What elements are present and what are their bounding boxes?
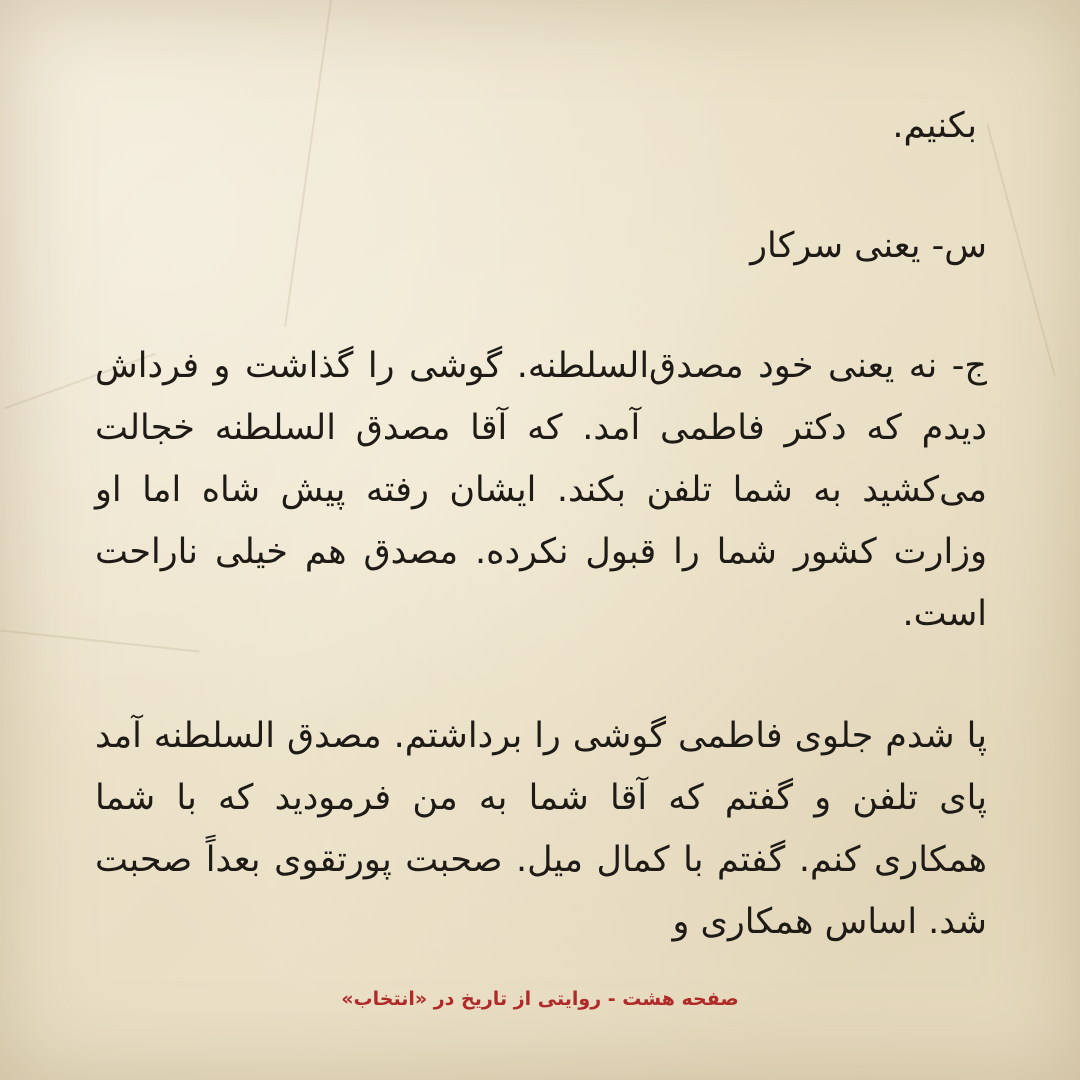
paragraph-answer: [95, 335, 987, 645]
paragraph-narration: [95, 705, 987, 953]
paragraph-question: [95, 215, 987, 277]
paragraph-continuation: [95, 95, 987, 157]
paragraph-text: بکنیم.: [892, 106, 977, 146]
paragraph-text: س- یعنی سرکار: [750, 226, 987, 266]
paper-crease: [986, 124, 1055, 376]
page-footer-caption: صفحه هشت - روایتی از تاریخ در «انتخاب»: [341, 988, 739, 1010]
document-page: [95, 95, 987, 995]
paragraph-text: ج- نه یعنی خود مصدق‌السلطنه. گوشی را گذاشت و فرداش دیدم که دکتر فاطمی آمد. که آقا مصدق السلطنه خجالت می‌کشید به شما تلفن بکند. ایشان رفته پیش شاه اما او وزارت کشور شما را قبول نکرده. مصدق هم خیلی ناراحت است.: [95, 346, 987, 634]
paragraph-text: پا شدم جلوی فاطمی گوشی را برداشتم. مصدق السلطنه آمد پای تلفن و گفتم که آقا شما به من فرمودید که با شما همکاری کنم. گفتم با کمال میل. صحبت پورتقوی بعداً صحبت شد. اساس همکاری و: [95, 716, 987, 942]
